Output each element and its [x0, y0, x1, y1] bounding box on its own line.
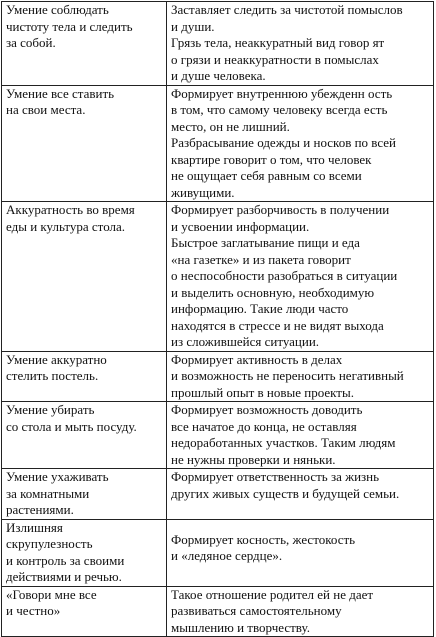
effect-text [171, 86, 430, 202]
table-row [2, 85, 434, 202]
effect-text-line: Формирует активность в делах [171, 351, 343, 367]
effect-cell [167, 351, 434, 402]
skill-cell [2, 402, 167, 469]
effect-text-line: Формирует возможность доводить [171, 402, 363, 417]
effect-text-line: не ощущает себя равным со всеми [171, 168, 362, 183]
skill-cell [2, 351, 167, 402]
skill-text-line: «Говори мне все [6, 586, 97, 602]
effect-text-line: и душе человека. [171, 68, 266, 83]
skill-text-line: Умение все ставить [6, 85, 115, 101]
effect-text-line: прошлый опыт в новые проекты. [171, 384, 354, 400]
effect-text-line: и возможность не переносить негативный [171, 368, 404, 383]
effect-text-line: и усвоении информации. [171, 218, 310, 234]
skill-text-line: растениями. [6, 502, 74, 517]
table-row [2, 402, 434, 469]
effect-text-line: Заставляет следить за чистотой помыслов [171, 2, 403, 17]
skill-cell [2, 2, 167, 86]
effect-text-line: информацию. Такие люди часто [171, 301, 349, 316]
skill-cell [2, 202, 167, 352]
effect-text-line: о грязи и неаккуратности в помыслах [171, 51, 379, 67]
effect-text-line: из сложившейся ситуации. [171, 334, 320, 349]
skill-text-line: и честно» [6, 603, 61, 618]
effect-text [171, 587, 430, 637]
skill-cell [2, 519, 167, 586]
skill-text-line: на свои места. [6, 102, 86, 117]
effect-text-line: и выделить основную, необходимую [171, 284, 375, 300]
effect-text-line: не нужны проверки и няньки. [171, 451, 336, 467]
skill-text-line: за собой. [6, 35, 56, 50]
effect-text [171, 352, 430, 402]
effect-text-line: живущими. [171, 184, 235, 200]
skill-text-line: Умение аккуратно [6, 351, 107, 367]
effect-text-line: Грязь тела, неаккуратный вид говор ят [171, 35, 385, 50]
table-row [2, 2, 434, 86]
habits-table [1, 1, 434, 637]
effect-text-line: в том, что самому человеку всегда есть [171, 102, 388, 117]
skill-text-line: чистоту тела и следить [6, 18, 133, 34]
effect-text-line: и «ледяное сердце». [171, 548, 283, 563]
table-row [2, 202, 434, 352]
table-row [2, 519, 434, 586]
effect-text-line: мышлению и творчеству. [171, 619, 310, 635]
skill-text-line: Умение ухаживать [6, 469, 109, 484]
effect-cell [167, 402, 434, 469]
effect-text-line: Формирует разборчивость в получении [171, 202, 390, 217]
effect-text-line: Формирует внутреннюю убежденн ость [171, 85, 393, 101]
effect-text-line: Быстрое заглатывание пищи и еда [171, 235, 360, 250]
skill-cell [2, 85, 167, 202]
effect-text-line: других живых существ и будущей семьи. [171, 485, 400, 501]
skill-text-line: за комнатными [6, 485, 90, 501]
skill-text-line: Умение соблюдать [6, 2, 109, 17]
effect-text [171, 2, 430, 85]
skill-text-line: Умение убирать [6, 402, 95, 417]
skill-text-line: скрупулезность [6, 536, 93, 551]
effect-cell [167, 586, 434, 637]
skill-cell [2, 469, 167, 520]
table-body [2, 2, 434, 637]
skill-text-line: действиями и речью. [6, 569, 122, 584]
effect-text-line: Такое отношение родител ей не дает [171, 586, 374, 602]
effect-text [171, 469, 430, 502]
effect-text-line: Разбрасывание одежды и носков по всей [171, 135, 397, 150]
skill-text-line: со стола и мыть посуду. [6, 418, 137, 434]
table-row [2, 351, 434, 402]
effect-text-line: все начатое до конца, не оставляя [171, 418, 357, 434]
effect-text-line: развиваться самостоятельному [171, 603, 342, 618]
effect-text-line: место, он не лишний. [171, 118, 290, 134]
effect-text-line: квартире говорит о том, что человек [171, 151, 372, 167]
effect-text-line: Формирует косность, жестокость [171, 531, 356, 547]
effect-cell [167, 2, 434, 86]
effect-text [171, 520, 430, 565]
effect-cell [167, 519, 434, 586]
effect-cell [167, 469, 434, 520]
effect-cell [167, 85, 434, 202]
skill-text-line: и контроль за своими [6, 552, 125, 568]
skill-text-line: Излишняя [6, 519, 63, 535]
effect-text-line: недоработанных участков. Таким людям [171, 435, 396, 450]
table-row [2, 469, 434, 520]
skill-text-line: Аккуратность во время [6, 202, 135, 217]
skill-cell [2, 586, 167, 637]
skill-text-line: стелить постель. [6, 368, 99, 383]
skill-text-line: еды и культура стола. [6, 218, 126, 234]
table-row [2, 586, 434, 637]
effect-text-line: и души. [171, 18, 215, 34]
effect-text-line: Формирует ответственность за жизнь [171, 469, 380, 484]
effect-text-line: «на газетке» и из пакета говорит [171, 251, 351, 267]
effect-cell [167, 202, 434, 352]
effect-text [171, 202, 430, 351]
effect-text [171, 402, 430, 468]
effect-text-line: находятся в стрессе и не видят выхода [171, 317, 384, 333]
effect-text-line: о неспособности разобраться в ситуации [171, 268, 398, 283]
